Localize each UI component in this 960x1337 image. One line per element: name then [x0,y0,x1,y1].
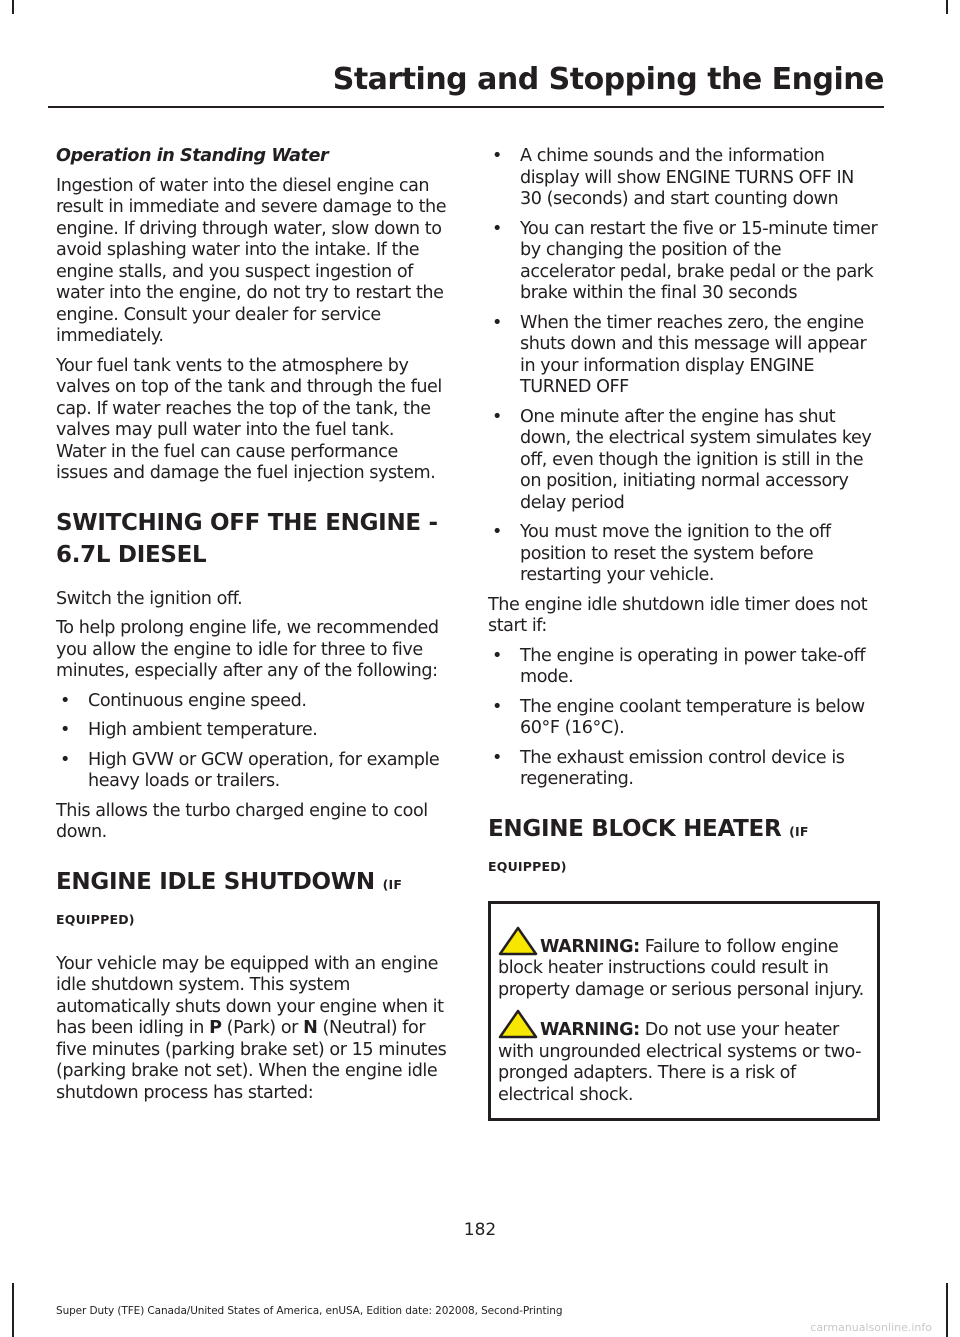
crop-mark-top-right [946,0,948,14]
list-item: • One minute after the engine has shut down, the electrical system simulates key off, even though the ignition is still in the on position, initiating normal accessory delay period [492,406,872,513]
switching-off-heading: SWITCHING OFF THE ENGINE - 6.7L DIESEL [56,509,438,568]
list-item: • High ambient temperature. [60,720,318,740]
list-item: • Continuous engine speed. [60,690,307,711]
idle-conditions-list [56,691,448,793]
list-item: • The engine coolant temperature is below 60°F (16°C). [492,696,865,738]
block-heater-heading: ENGINE BLOCK HEATER (IF EQUIPPED) [488,815,809,874]
page-number: 182 [463,1220,497,1240]
idle-shutdown-intro: Your vehicle may be equipped with an engine idle shutdown system. This system automatically shuts down your engine when it has been idling in P (Park) or N (Neutral) for five minutes (parking brake set) or 15 minutes (parking brake not set). When the engine idle shutdown process has started: [56,953,447,1103]
right-column [488,146,880,1121]
list-item: • High GVW or GCW operation, for example heavy loads or trailers. [60,749,440,791]
page-title: Starting and Stopping the Engine [332,62,884,97]
warning-triangle-icon [498,926,538,956]
crop-mark-bottom-left [12,1283,14,1337]
warning-paragraph: WARNING: Failure to follow engine block heater instructions could result in property damage or serious personal injury. [498,926,869,1002]
idle-recommendation-paragraph: To help prolong engine life, we recommended you allow the engine to idle for three to five minutes, especially after any of the following: [56,618,439,681]
fuel-tank-paragraph: Your fuel tank vents to the atmosphere by valves on top of the tank and through the fuel cap. If water reaches the top of the tank, the valves may pull water into the fuel tank. Water in the fuel can cause performance issues and damage the fuel injection system. [56,355,442,483]
gear-neutral: N [303,1018,318,1038]
gear-park: P [209,1018,222,1038]
if-equipped-label: (IF EQUIPPED) [56,876,403,927]
list-item: • You can restart the five or 15-minute timer by changing the position of the accelerator pedal, brake pedal or the park brake within the final 30 seconds [492,218,878,303]
list-item: • When the timer reaches zero, the engine shuts down and this message will appear in your information display ENGINE TURNED OFF [492,312,867,397]
warning-box [488,901,880,1122]
crop-mark-bottom-right [946,1283,948,1337]
watermark: carmanualsonline.info [810,1321,932,1334]
turbo-cooldown-paragraph: This allows the turbo charged engine to cool down. [56,800,428,842]
header-rule [48,106,884,108]
idle-shutdown-heading: ENGINE IDLE SHUTDOWN (IF EQUIPPED) [56,868,403,927]
list-item: • The engine is operating in power take-off mode. [492,645,866,687]
timer-intro-paragraph: The engine idle shutdown idle timer does not start if: [488,594,868,636]
warning-triangle-icon [498,1009,538,1039]
list-item: • You must move the ignition to the off position to reset the system before restarting your vehicle. [492,522,831,585]
warning-paragraph: WARNING: Do not use your heater with ungrounded electrical systems or two-pronged adapters. There is a risk of electrical shock. [498,1009,869,1106]
switch-ignition-paragraph: Switch the ignition off. [56,588,243,609]
crop-mark-top-left [12,0,14,14]
left-column [56,146,448,1112]
timer-conditions-list [488,646,880,791]
if-equipped-label: (IF EQUIPPED) [488,823,809,874]
edition-footer: Super Duty (TFE) Canada/United States of America, enUSA, Edition date: 202008, Second-Printing [56,1305,563,1317]
shutdown-process-list [488,146,880,587]
list-item: • The exhaust emission control device is regenerating. [492,747,845,789]
standing-water-paragraph: Ingestion of water into the diesel engine can result in immediate and severe damage to the engine. If driving through water, slow down to avoid splashing water into the intake. If the engine stalls, and you suspect ingestion of water into the engine, do not try to restart the engine. Consult your dealer for service immediately. [56,175,447,346]
list-item: • A chime sounds and the information display will show ENGINE TURNS OFF IN 30 (seconds) and start counting down [492,146,854,209]
standing-water-heading: Operation in Standing Water [56,146,329,166]
